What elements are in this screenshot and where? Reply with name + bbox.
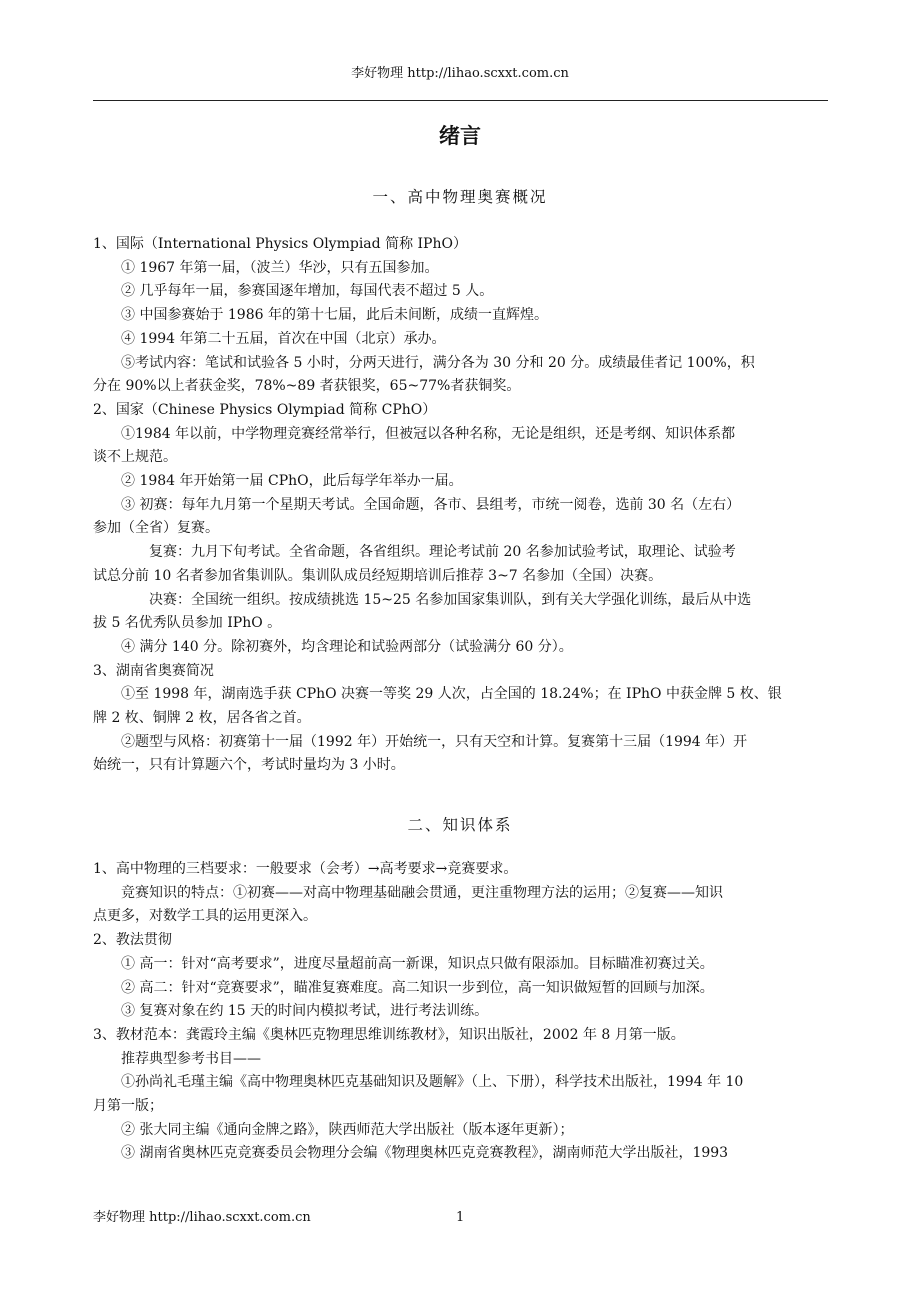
text-line: 复赛：九月下旬考试。全省命题，各省组织。理论考试前 20 名参加试验考试，取理论、试验考: [149, 544, 736, 561]
section-2-body: [93, 858, 828, 1166]
text-line: 2、国家（Chinese Physics Olympiad 简称 CPhO）: [93, 401, 437, 418]
header-divider: [93, 100, 828, 101]
page-number: 1: [456, 1210, 465, 1225]
text-line: 谈不上规范。: [93, 449, 177, 466]
text-line: 3、教材范本：龚霞玲主编《奥林匹克物理思维训练教材》，知识出版社，2002 年 8 月第一版。: [93, 1026, 685, 1043]
section-1-body: [93, 233, 828, 778]
text-line: ② 几乎每年一届，参赛国逐年增加，每国代表不超过 5 人。: [121, 283, 494, 300]
text-line: 参加（全省）复赛。: [93, 520, 219, 537]
text-line: 1、高中物理的三档要求：一般要求（会考）→高考要求→竞赛要求。: [93, 861, 518, 877]
text-line: 月第一版；: [93, 1098, 163, 1115]
text-line: 分在 90%以上者获金奖，78%~89 者获银奖，65~77%者获铜奖。: [93, 378, 521, 395]
text-line: ④ 1994 年第二十五届，首次在中国（北京）承办。: [121, 330, 446, 347]
text-line: 推荐典型参考书目——: [121, 1050, 261, 1067]
text-line: 拔 5 名优秀队员参加 IPhO 。: [93, 615, 282, 632]
page-header: 李好物理 http://lihao.scxxt.com.cn: [351, 66, 569, 81]
text-line: ②题型与风格：初赛第十一届（1992 年）开始统一，只有天空和计算。复赛第十三届（1994 年）开: [121, 733, 748, 750]
section-heading: 二、知识体系: [407, 816, 513, 834]
text-line: ①1984 年以前，中学物理竞赛经常举行，但被冠以各种名称，无论是组织，还是考纲、知识体系都: [121, 425, 736, 442]
text-line: ⑤考试内容：笔试和试验各 5 小时，分两天进行，满分各为 30 分和 20 分。成绩最佳者记 100%，积: [121, 354, 755, 371]
text-line: ③ 湖南省奥林匹克竞赛委员会物理分会编《物理奥林匹克竞赛教程》，湖南师范大学出版社，1993: [121, 1145, 729, 1162]
page-footer: [93, 1210, 828, 1228]
text-line: 决赛：全国统一组织。按成绩挑选 15~25 名参加国家集训队，到有关大学强化训练，最后从中选: [149, 591, 752, 608]
text-line: ①至 1998 年，湖南选手获 CPhO 决赛一等奖 29 人次，占全国的 18.24%；在 IPhO 中获金牌 5 枚、银: [121, 686, 782, 703]
text-line: ③ 中国参赛始于 1986 年的第十七届，此后未间断，成绩一直辉煌。: [121, 307, 548, 324]
text-line: ①孙尚礼毛瑾主编《高中物理奥林匹克基础知识及题解》（上、下册），科学技术出版社，1994 年 10: [121, 1074, 744, 1091]
text-line: 点更多，对数学工具的运用更深入。: [93, 908, 317, 925]
text-line: ② 1984 年开始第一届 CPhO，此后每学年举办一届。: [121, 473, 463, 490]
text-line: 3、湖南省奥赛简况: [93, 662, 214, 679]
section-heading: 一、高中物理奥赛概况: [372, 188, 548, 206]
text-line: ① 高一：针对“高考要求”，进度尽量超前高一新课，知识点只做有限添加。目标瞄准初赛过关。: [121, 955, 714, 972]
text-line: ③ 复赛对象在约 15 天的时间内模拟考试，进行考法训练。: [121, 1003, 489, 1020]
text-line: 牌 2 枚、铜牌 2 枚，居各省之首。: [93, 710, 311, 727]
page-title: 绪言: [439, 123, 481, 148]
text-line: 1、国际（International Physics Olympiad 简称 IPhO）: [93, 236, 467, 252]
text-line: 2、教法贯彻: [93, 932, 172, 949]
text-line: ① 1967 年第一届，（波兰）华沙，只有五国参加。: [121, 259, 439, 276]
text-line: 竞赛知识的特点：①初赛——对高中物理基础融会贯通，更注重物理方法的运用；②复赛——知识: [121, 884, 723, 901]
text-line: 试总分前 10 名者参加省集训队。集训队成员经短期培训后推荐 3~7 名参加（全国）决赛。: [93, 567, 663, 584]
text-line: 始统一，只有计算题六个，考试时量均为 3 小时。: [93, 757, 405, 774]
text-line: ③ 初赛：每年九月第一个星期天考试。全国命题，各市、县组考，市统一阅卷，选前 30 名（左右）: [121, 496, 741, 513]
text-line: ② 张大同主编《通向金牌之路》，陕西师范大学出版社（版本逐年更新）；: [121, 1121, 574, 1138]
text-line: ② 高二：针对“竞赛要求”，瞄准复赛难度。高二知识一步到位，高一知识做短暂的回顾与加深。: [121, 979, 714, 996]
footer-site: 李好物理 http://lihao.scxxt.com.cn: [93, 1210, 311, 1225]
text-line: ④ 满分 140 分。除初赛外，均含理论和试验两部分（试验满分 60 分）。: [121, 638, 573, 655]
